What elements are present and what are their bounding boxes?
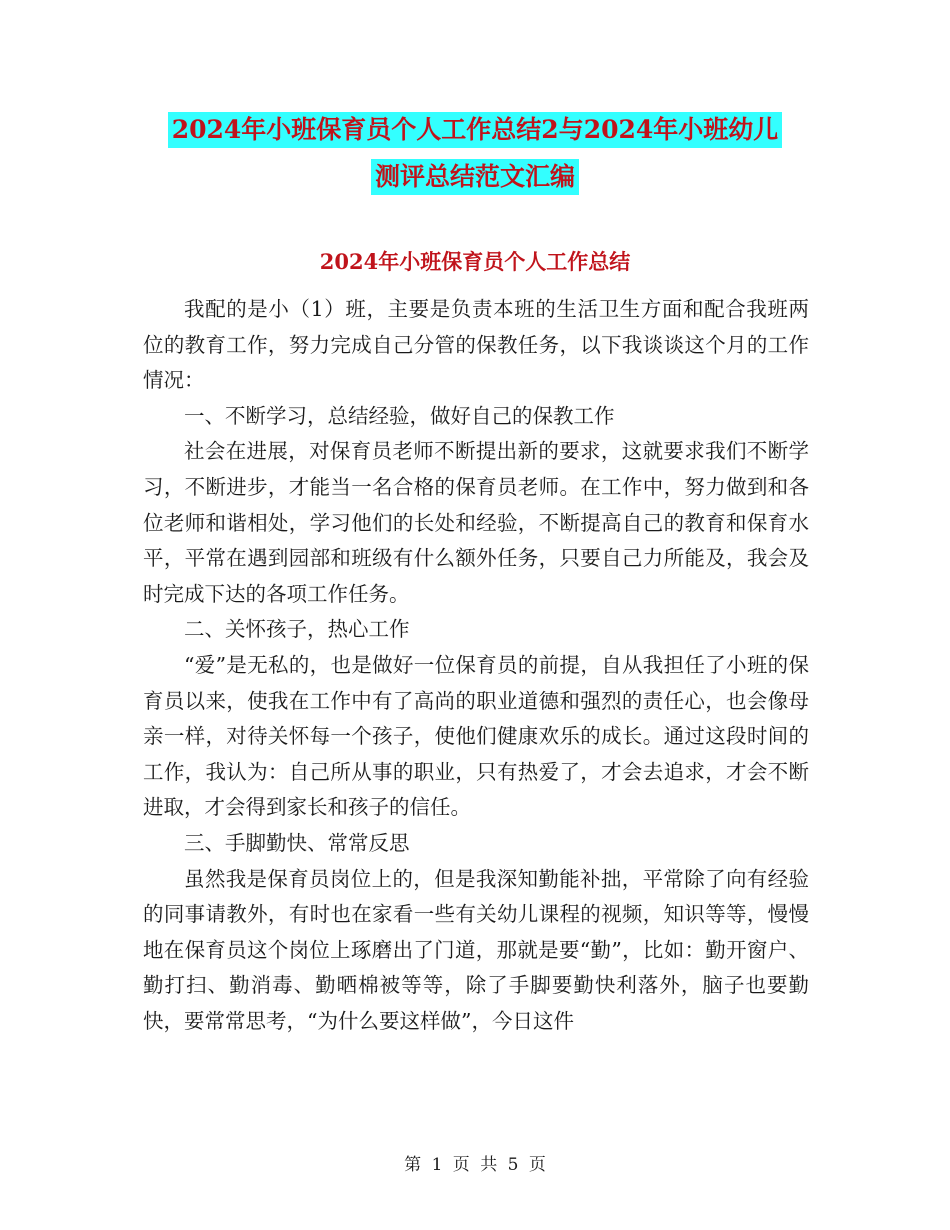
heading-section-2: 二、关怀孩子，热心工作 bbox=[184, 617, 410, 642]
paragraph-section-1: 社会在进展，对保育员老师不断提出新的要求，这就要求我们不断学习，不断进步，才能当一名合格的保育员老师。在工作中，努力做到和各位老师和谐相处，学习他们的长处和经验，不断提高自己的教育和保育水平，平常在遇到园部和班级有什么额外任务，只要自己力所能及，我会及时完成下达的各项工作任务。 bbox=[143, 439, 809, 606]
title-line-2: 测评总结范文汇编 bbox=[371, 159, 579, 195]
paragraph-section-3: 虽然我是保育员岗位上的，但是我深知勤能补拙，平常除了向有经验的同事请教外，有时也在家看一些有关幼儿课程的视频，知识等等，慢慢地在保育员这个岗位上琢磨出了门道，那就是要“勤”，比如：勤开窗户、勤打扫、勤消毒、勤晒棉被等等，除了手脚要勤快利落外，脑子也要勤快，要常常思考，“为什么要这样做”，今日这件 bbox=[143, 866, 809, 1033]
page-number-footer: 第 1 页 共 5 页 bbox=[404, 1155, 546, 1175]
document-body bbox=[143, 292, 809, 1039]
paragraph-section-2: “爱”是无私的，也是做好一位保育员的前提，自从我担任了小班的保育员以来，使我在工作中有了高尚的职业道德和强烈的责任心，也会像母亲一样，对待关怀每一个孩子，使他们健康欢乐的成长。通过这段时间的工作，我认为：自己所从事的职业，只有热爱了，才会去追求，才会不断进取，才会得到家长和孩子的信任。 bbox=[143, 652, 809, 820]
title-line-1: 2024年小班保育员个人工作总结2与2024年小班幼儿 bbox=[168, 112, 783, 148]
heading-section-1: 一、不断学习，总结经验，做好自己的保教工作 bbox=[184, 403, 615, 428]
heading-section-3: 三、手脚勤快、常常反思 bbox=[184, 830, 410, 855]
paragraph-intro: 我配的是小（1）班，主要是负责本班的生活卫生方面和配合我班两位的教育工作，努力完成自己分管的保教任务，以下我谈谈这个月的工作情况： bbox=[143, 297, 809, 393]
document-title bbox=[0, 112, 950, 195]
section-title: 2024年小班保育员个人工作总结 bbox=[319, 249, 631, 274]
